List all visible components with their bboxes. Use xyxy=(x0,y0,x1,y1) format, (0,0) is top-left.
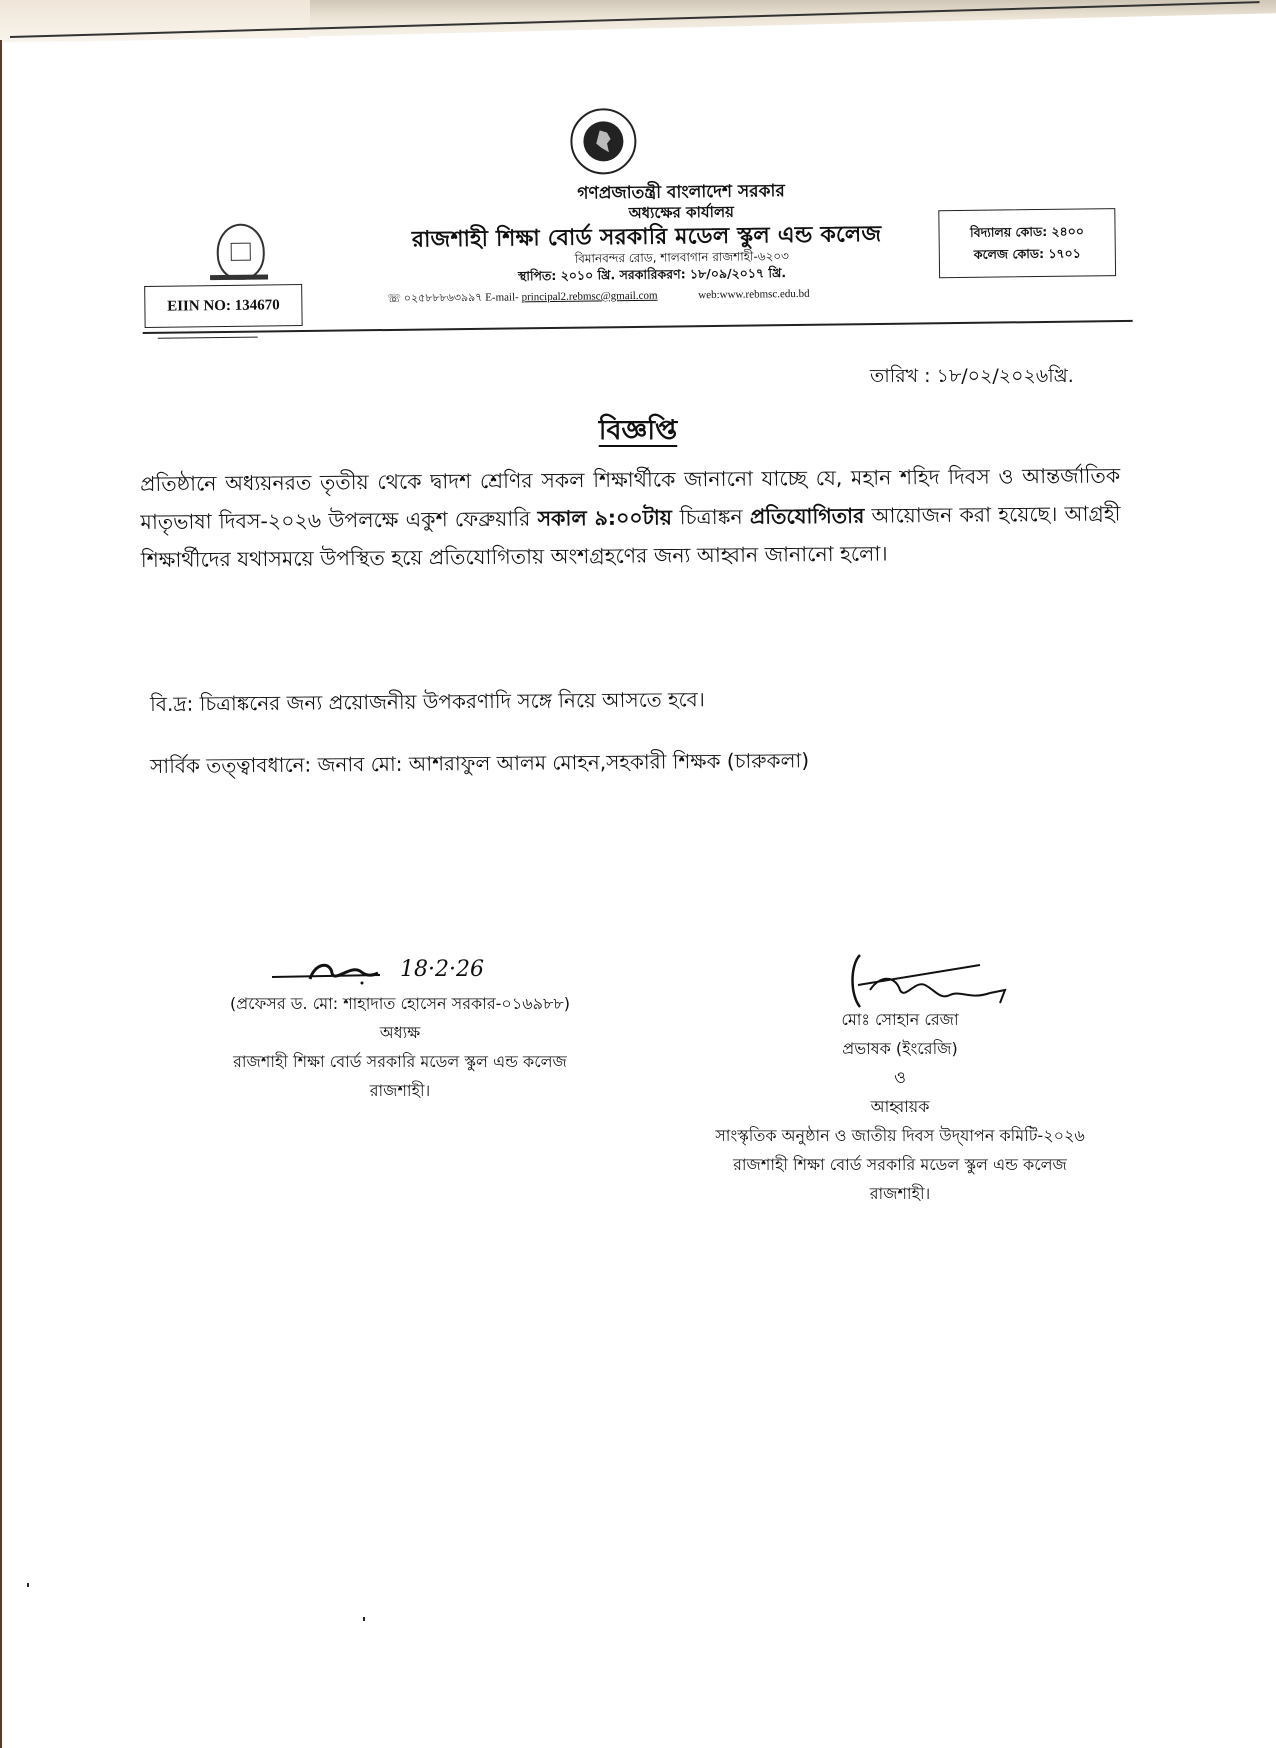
notice-date: তারিখ : ১৮/০২/২০২৬খ্রি. xyxy=(870,365,1074,387)
principal-city: রাজশাহী। xyxy=(369,1081,431,1100)
convener-conjunction: ও xyxy=(894,1068,906,1087)
scan-speck xyxy=(363,1617,365,1621)
supervision-line: সার্বিক তত্ত্বাবধানে: জনাব মো: আশরাফুল আলম মোহন,সহকারী শিক্ষক (চারুকলা) xyxy=(150,748,810,778)
principal-signature-block xyxy=(170,955,630,1105)
convener-designation: প্রভাষক (ইংরেজি) xyxy=(842,1039,958,1058)
convener-role: আহ্বায়ক xyxy=(870,1097,930,1116)
eiin-box: EIIN NO: 134670 xyxy=(144,284,303,328)
website-link[interactable]: web:www.rebmsc.edu.bd xyxy=(698,287,810,302)
convener-institution: রাজশাহী শিক্ষা বোর্ড সরকারি মডেল স্কুল এন্ড কলেজ xyxy=(733,1155,1067,1174)
principal-signature-icon xyxy=(270,955,390,989)
college-code: কলেজ কোড: ১৭০১ xyxy=(973,245,1081,262)
convener-signature-icon xyxy=(840,945,1020,1015)
principal-designation: অধ্যক্ষ xyxy=(379,1023,421,1042)
phone-number: ০২৫৮৮৮৬৩৯৯৭ xyxy=(403,291,483,305)
handwritten-date: 18·2·26 xyxy=(400,957,484,982)
establishment-info: স্থাপিত: ২০১০ খ্রি. সরকারিকরণ: ১৮/০৯/২০১৭ খ্রি. xyxy=(517,265,787,284)
school-crest-icon xyxy=(216,223,265,280)
convener-committee: সাংস্কৃতিক অনুষ্ঠান ও জাতীয় দিবস উদ্‌যাপন কমিটি-২০২৬ xyxy=(715,1126,1085,1145)
body-part-2: চিত্রাঙ্কন xyxy=(679,504,751,530)
government-seal-icon xyxy=(570,108,637,175)
notice-note: বি.দ্র: চিত্রাঙ্কনের জন্য প্রয়োজনীয় উপকরণাদি সঙ্গে নিয়ে আসতে হবে। xyxy=(150,687,705,716)
body-event: প্রতিযোগিতার xyxy=(749,503,865,529)
convener-city: রাজশাহী। xyxy=(869,1184,931,1203)
principal-institution: রাজশাহী শিক্ষা বোর্ড সরকারি মডেল স্কুল এন্ড কলেজ xyxy=(233,1052,567,1071)
scan-speck xyxy=(27,1583,29,1587)
notice-title: বিজ্ঞপ্তি xyxy=(598,415,678,446)
phone-icon: ☏ xyxy=(387,292,402,305)
email-label: E-mail- xyxy=(485,291,519,304)
body-part-1: প্রতিষ্ঠানে অধ্যয়নরত তৃতীয় থেকে দ্বাদশ শ্রেণির সকল শিক্ষার্থীকে জানানো যাচ্ছে যে, মহান শহিদ দিবস ও আন্তর্জাতিক মাতৃভাষা দিবস-২০২৬ উপলক্ষে একুশ ফেব্রুয়ারি xyxy=(140,463,1121,534)
institution-address: বিমানবন্দর রোড, শালবাগান রাজশাহী-৬২০৩ xyxy=(574,249,790,266)
code-box xyxy=(938,208,1116,278)
school-crest-ribbon xyxy=(210,274,268,280)
letterhead xyxy=(140,98,1133,340)
notice-title-wrap xyxy=(0,410,1276,455)
page-edge xyxy=(0,40,2,1748)
email-link[interactable]: principal2.rebmsc@gmail.com xyxy=(521,289,658,304)
body-part-3: আয়োজন করা হয়েছে। আগ্রহী শিক্ষার্থীদের যথাসময়ে উপস্থিত হয়ে প্রতিযোগিতায় অংশগ্রহণের জন্য আহ্বান জানানো হলো। xyxy=(140,501,1121,572)
header-divider-short xyxy=(158,337,258,339)
body-time: সকাল ৯:০০টায় xyxy=(537,505,680,531)
government-name: গণপ্রজাতন্ত্রী বাংলাদেশ সরকার xyxy=(577,181,785,204)
convener-name: মোঃ সোহান রেজা xyxy=(841,1010,959,1029)
convener-signature-block xyxy=(670,945,1130,1208)
institution-name: রাজশাহী শিক্ষা বোর্ড সরকারি মডেল স্কুল এন্ড কলেজ xyxy=(411,221,882,253)
office-name: অধ্যক্ষের কার্যালয় xyxy=(628,202,735,223)
school-code: বিদ্যালয় কোড: ২৪০০ xyxy=(970,223,1085,240)
principal-name: (প্রফেসর ড. মো: শাহাদাত হোসেন সরকার-০১৬৯৮৮) xyxy=(229,994,571,1013)
notice-body xyxy=(140,456,1121,579)
